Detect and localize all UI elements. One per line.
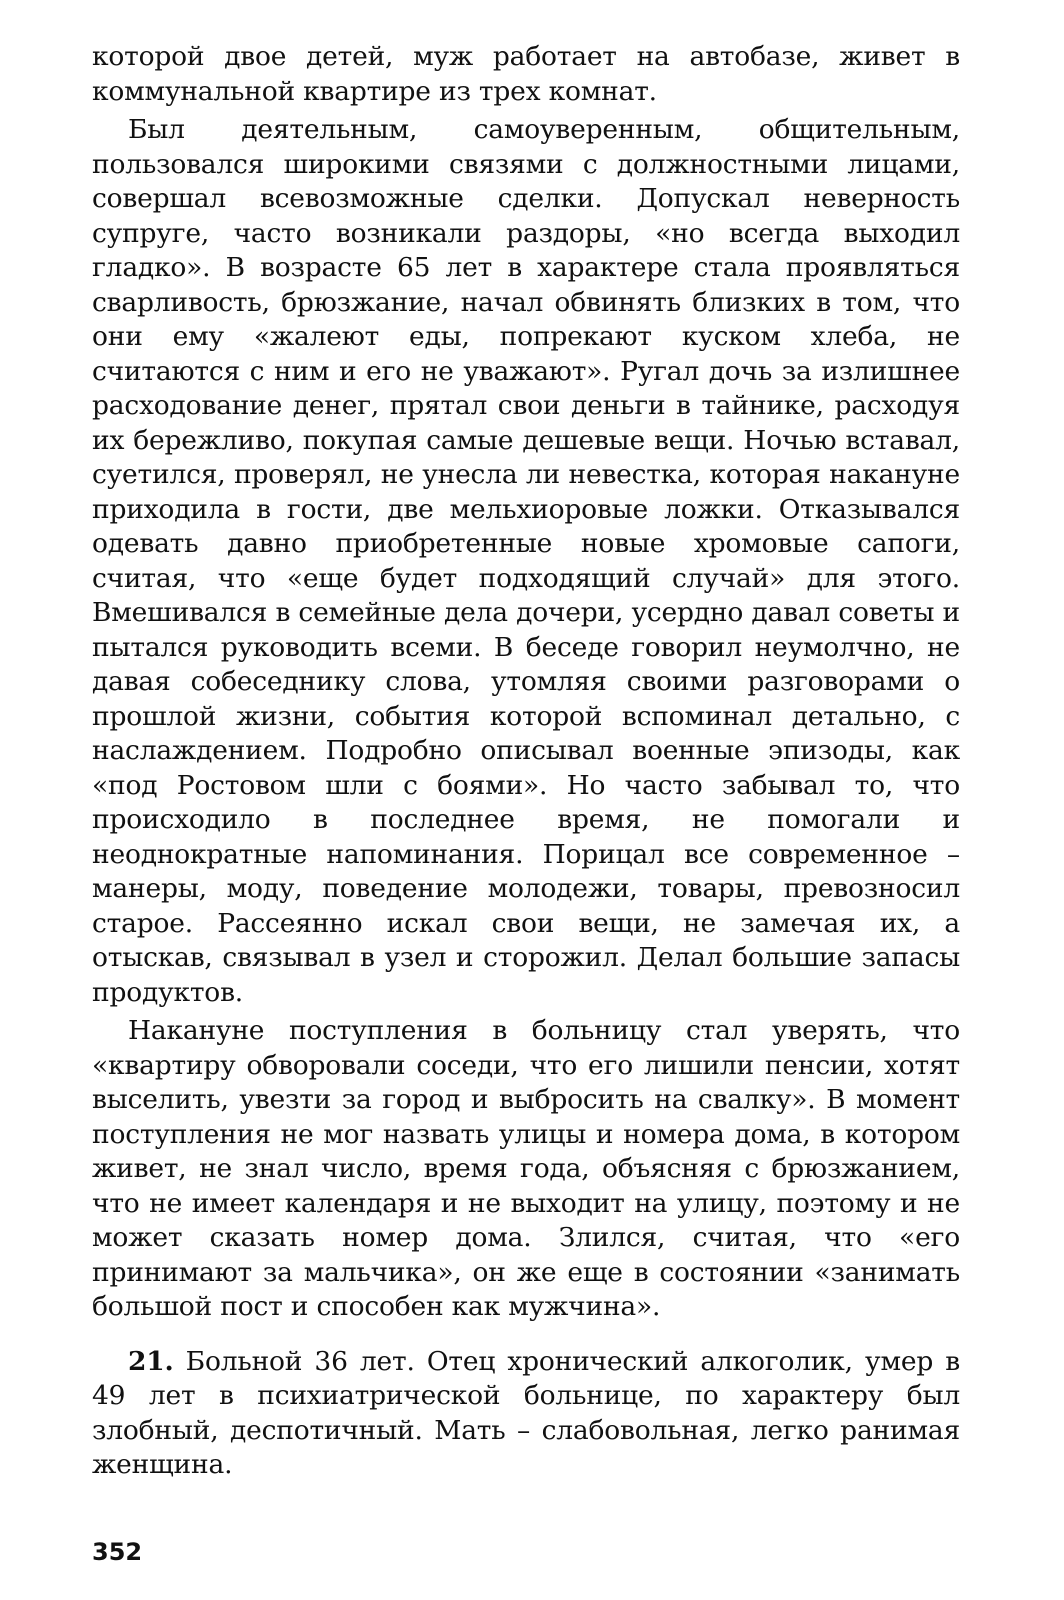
page-text-column [92, 40, 960, 1483]
paragraph-continued: которой двое детей, муж работает на автобазе, живет в коммунальной квартире из трех комнат. [92, 41, 960, 107]
page-number: 352 [92, 1538, 143, 1566]
case-text: Больной 36 лет. Отец хронический алкоголик, умер в 49 лет в психиатрической больнице, по характеру был злобный, деспотичный. Мать – слабовольная, легко ранимая женщина. [92, 1345, 960, 1480]
paragraph-admission: Накануне поступления в больницу стал уверять, что «квартиру обворовали соседи, что его лишили пенсии, хотят выселить, увезти за город и выбросить на свалку». В момент поступления не мог назвать улицы и номера дома, в котором живет, не знал число, время года, объясняя с брюзжанием, что не имеет календаря и не выходит на улицу, поэтому и не может сказать номер дома. Злился, считая, что «его принимают за мальчика», он же еще в состоянии «занимать большой пост и способен как мужчина». [92, 1015, 960, 1322]
paragraph-history: Был деятельным, самоуверенным, общительным, пользовался широкими связями с должностными лицами, совершал всевозможные сделки. Допускал неверность супруге, часто возникали раздоры, «но всегда выходил гладко». В возрасте 65 лет в характере стала проявляться сварливость, брюзжание, начал обвинять близких в том, что они ему «жалеют еды, попрекают куском хлеба, не считаются с ним и его не уважают». Ругал дочь за излишнее расходование денег, прятал свои деньги в тайнике, расходуя их бережливо, покупая самые дешевые вещи. Ночью вставал, суетился, проверял, не унесла ли невестка, которая накануне приходила в гости, две мельхиоровые ложки. Отказывался одевать давно приобретенные новые хромовые сапоги, считая, что «еще будет подходящий случай» для этого. Вмешивался в семейные дела дочери, усердно давал советы и пытался руководить всеми. В беседе говорил неумолчно, не давая собеседнику слова, утомляя своими разговорами о прошлой жизни, события которой вспоминал детально, с наслаждением. Подробно описывал военные эпизоды, как «под Ростовом шли с боями». Но часто забывал то, что происходило в последнее время, не помогали и неоднократные напоминания. Порицал все современное – манеры, моду, поведение молодежи, товары, превозносил старое. Рассеянно искал свои вещи, не замечая их, а отыскав, связывал в узел и сторожил. Делал большие запасы продуктов. [92, 114, 960, 1008]
case-paragraph [92, 1345, 960, 1483]
case-number: 21. [128, 1345, 174, 1377]
